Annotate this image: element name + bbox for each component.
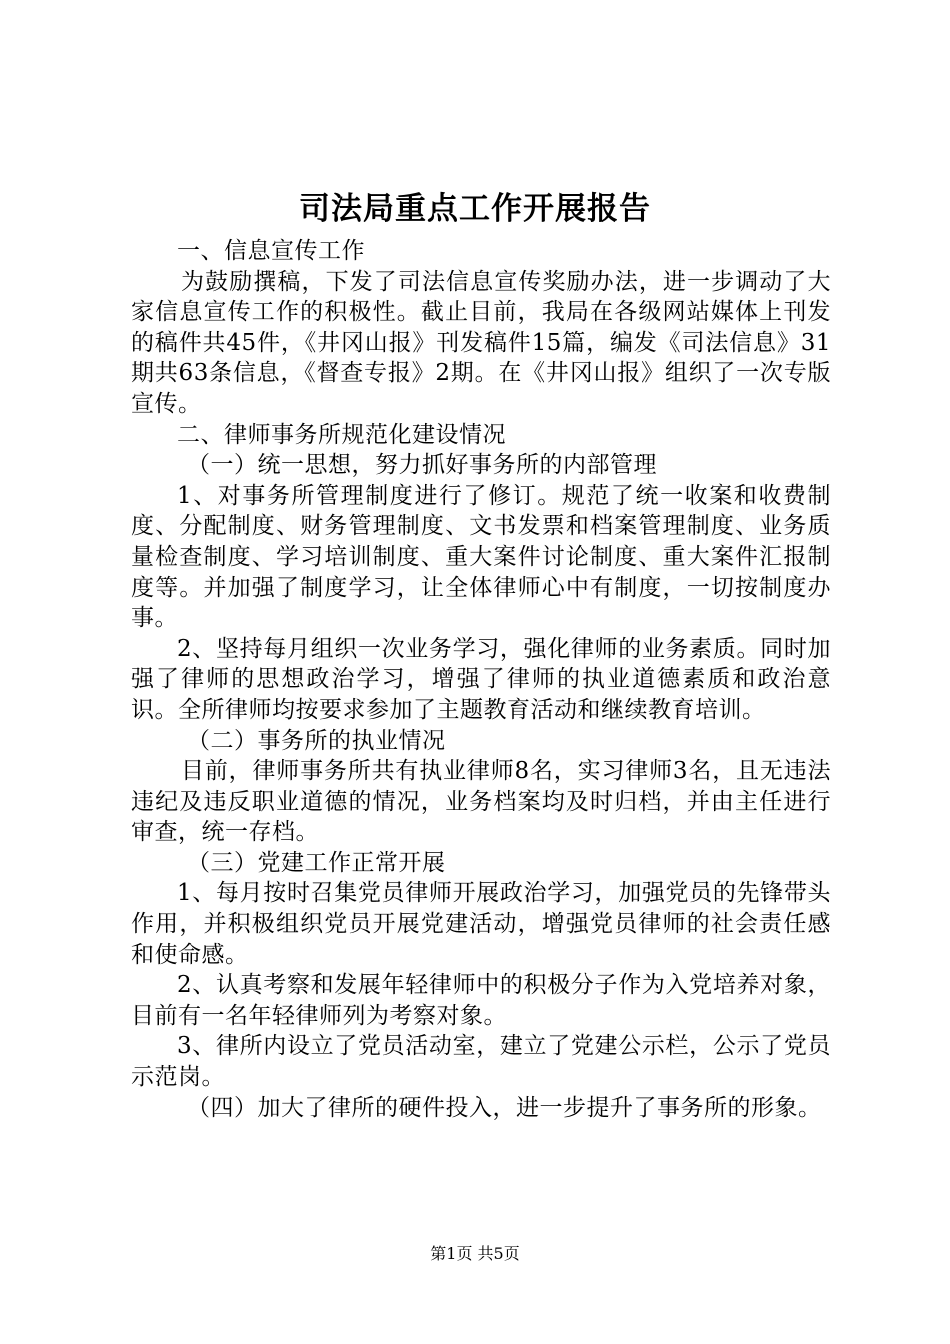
page-footer: 第1页 共5页 — [430, 1244, 520, 1263]
paragraph-party-candidates: 2、认真考察和发展年轻律师中的积极分子作为入党培养对象，目前有一名年轻律师列为考察对象。 — [131, 972, 831, 1029]
subheading-practice-status: （二）事务所的执业情况 — [187, 727, 446, 754]
subheading-internal-management: （一）统一思想，努力抓好事务所的内部管理 — [187, 452, 657, 479]
document-title: 司法局重点工作开展报告 — [299, 191, 651, 227]
section-heading-info-publicity: 一、信息宣传工作 — [177, 238, 365, 264]
paragraph-management-rules: 1、对事务所管理制度进行了修订。规范了统一收案和收费制度、分配制度、财务管理制度、文书发票和档案管理制度、业务质量检查制度、学习培训制度、重大案件讨论制度、重大案件汇报制度等。并加强了制度学习，让全体律师心中有制度，一切按制度办事。 — [131, 482, 831, 632]
document-body — [131, 236, 831, 1123]
section-heading-law-firm: 二、律师事务所规范化建设情况 — [177, 421, 506, 448]
paragraph-practice-status: 目前，律师事务所共有执业律师8名，实习律师3名，且无违法违纪及违反职业道德的情况，业务档案均及时归档，并由主任进行审查，统一存档。 — [131, 758, 831, 846]
paragraph-info-publicity: 为鼓励撰稿，下发了司法信息宣传奖励办法，进一步调动了大家信息宣传工作的积极性。截止目前，我局在各级网站媒体上刊发的稿件共45件，《井冈山报》刊发稿件15篇，编发《司法信息》31期共63条信息，《督查专报》2期。在《井冈山报》组织了一次专版宣传。 — [131, 268, 831, 417]
subheading-hardware-investment: （四）加大了律所的硬件投入，进一步提升了事务所的形象。 — [187, 1094, 822, 1121]
paragraph-monthly-study: 2、坚持每月组织一次业务学习，强化律师的业务素质。同时加强了律师的思想政治学习，增强了律师的执业道德素质和政治意识。全所律师均按要求参加了主题教育活动和继续教育培训。 — [131, 635, 831, 723]
paragraph-party-room: 3、律所内设立了党员活动室，建立了党建公示栏，公示了党员示范岗。 — [131, 1033, 831, 1091]
subheading-party-building: （三）党建工作正常开展 — [187, 849, 446, 876]
paragraph-party-study: 1、每月按时召集党员律师开展政治学习，加强党员的先锋带头作用，并积极组织党员开展党建活动，增强党员律师的社会责任感和使命感。 — [131, 880, 831, 968]
